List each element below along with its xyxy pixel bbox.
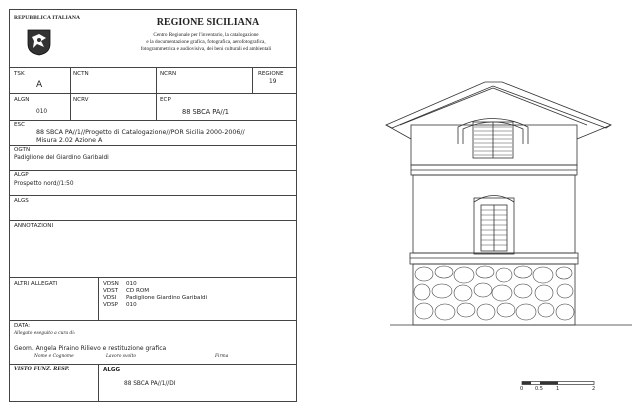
- ncrv-label: NCRV: [73, 97, 89, 103]
- scale-tick-2: 2: [592, 386, 596, 392]
- col-name-label: Nome e Cognome: [34, 354, 74, 359]
- scale-tick-1: 1: [556, 386, 560, 392]
- scale-bar: [518, 381, 604, 393]
- ogtn-label: OGTN: [14, 147, 31, 153]
- form-header: [10, 10, 296, 68]
- regione-label: REGIONE: [258, 71, 284, 77]
- data-author: Geom. Angela Piraino Rilievo e restituzione grafica: [14, 345, 167, 352]
- scale-tick-0-5: 0.5: [535, 386, 543, 392]
- catalog-form: [9, 9, 297, 402]
- roof-bracket-left: [386, 125, 411, 139]
- centre-line: fotogrammetrica e audiovisiva, dei beni culturali ed ambientali: [140, 46, 272, 52]
- centre-description: [114, 32, 298, 53]
- vdsp-value: 010: [126, 302, 137, 308]
- vdsi-value: Padiglione Giardino Garibaldi: [126, 295, 208, 301]
- sicily-emblem-icon: [26, 28, 52, 56]
- esc-label: ESC: [14, 122, 25, 128]
- vdst-value: CD ROM: [126, 288, 150, 294]
- stonework: [414, 266, 574, 320]
- data-label: DATA:: [14, 323, 31, 329]
- nctn-label: NCTN: [73, 71, 89, 77]
- esc-value-line1: 88 SBCA PA//1//Progetto di Catalogazione//POR Sicilia 2000-2006//: [36, 129, 245, 136]
- col-work-label: Lavoro svolto: [106, 354, 136, 359]
- centre-line: e la documentazione grafica, fotografica, aerofotografica,: [146, 39, 266, 45]
- north-elevation-drawing: [380, 78, 640, 378]
- algp-label: ALGP: [14, 172, 29, 178]
- regione-value: 19: [269, 79, 277, 85]
- vdsp-code: VDSP: [103, 302, 119, 308]
- vdsn-value: 010: [126, 281, 137, 287]
- lower-window-arch: [474, 196, 514, 203]
- esc-value-line2: Misura 2.02 Azione A: [36, 137, 103, 144]
- region-title: REGIONE SICILIANA: [156, 17, 260, 28]
- algn-value: 010: [36, 109, 48, 115]
- vdsn-code: VDSN: [103, 281, 119, 287]
- centre-line: Centro Regionale per l'inventario, la catalogazione: [153, 32, 259, 38]
- col-sign-label: Firma: [215, 354, 229, 359]
- algs-label: ALGS: [14, 198, 29, 204]
- ogtn-value: Padiglione del Giardino Garibaldi: [14, 155, 109, 161]
- roof-bracket-right: [577, 125, 611, 139]
- annotazioni-label: ANNOTAZIONI: [14, 223, 54, 229]
- tsk-value: A: [36, 80, 43, 90]
- algn-label: ALGN: [14, 97, 30, 103]
- scale-tick-0: 0: [520, 386, 524, 392]
- visto-label: VISTO FUNZ. RESP.: [14, 366, 70, 372]
- ncrn-label: NCRN: [160, 71, 177, 77]
- roof-rafter: [493, 88, 587, 125]
- vdsi-code: VDSI: [103, 295, 117, 301]
- altri-allegati-label: ALTRI ALLEGATI: [14, 281, 58, 287]
- ecp-value: 88 SBCA PA//1: [182, 108, 229, 116]
- ecp-label: ECP: [160, 97, 171, 103]
- algg-value: 88 SBCA PA//1//DI: [124, 381, 176, 387]
- algp-value: Prospetto nord//1:50: [14, 181, 74, 187]
- tsk-label: TSK: [14, 71, 25, 77]
- vdst-code: VDST: [103, 288, 119, 294]
- data-note: Allegato eseguito a cura di:: [14, 331, 76, 336]
- algg-label: ALGG: [103, 367, 121, 373]
- republic-label: REPUBBLICA ITALIANA: [14, 15, 81, 21]
- plinth-band: [410, 253, 578, 264]
